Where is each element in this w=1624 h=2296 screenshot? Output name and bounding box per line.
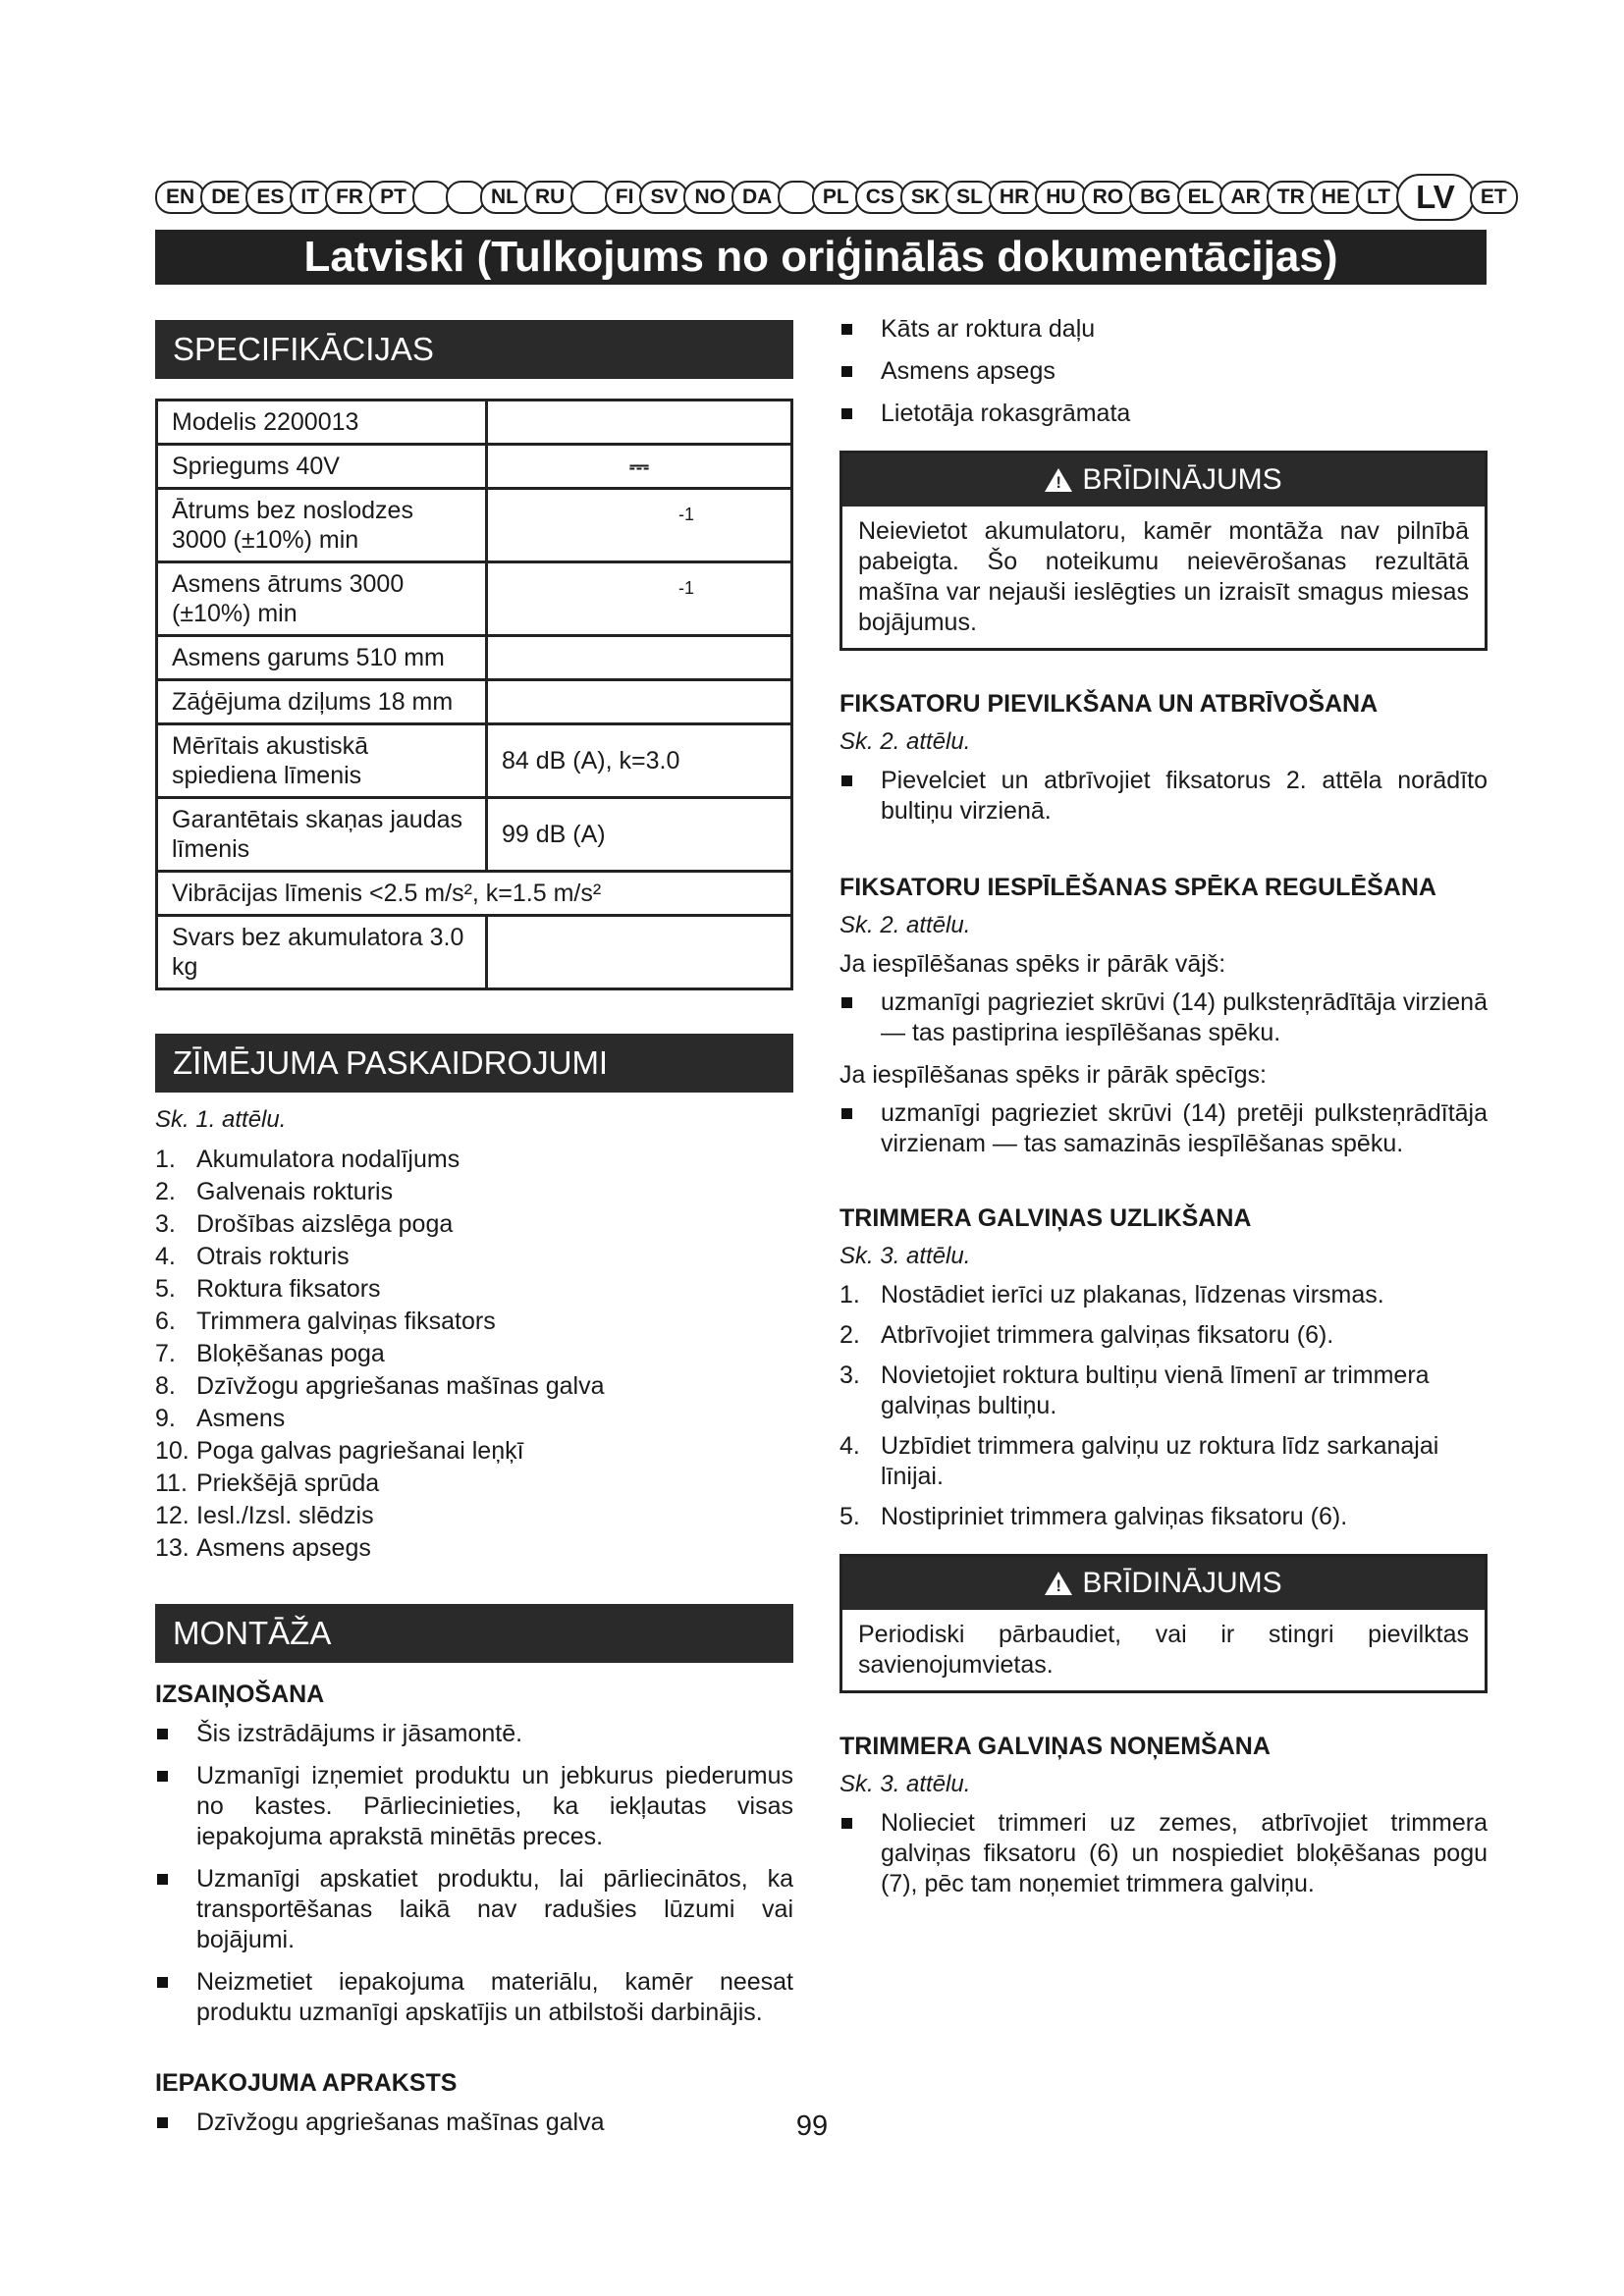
bullet-item: Pievelciet un atbrīvojiet fiksatorus 2. attēla norādīto bultiņu virzienā. [839,766,1488,827]
package-list-continued [839,314,1488,429]
legend-item: 6. Trimmera galviņas fiksators [155,1308,496,1335]
bullet-item: Nolieciet trimmeri uz zemes, atbrīvojiet trimmera galviņas fiksatoru (6) un nospiediet bloķēšanas pogu (7), pēc tam noņemiet trimmera galviņu. [839,1808,1488,1899]
step-item: 5. Nostipriniet trimmera galviņas fiksatoru (6). [839,1503,1348,1530]
spec-value [487,562,792,636]
warning-header [842,454,1485,507]
remove-head-list [839,1808,1488,1899]
step-item: 1. Nostādiet ierīci uz plakanas, līdzenas virsmas. [839,1281,1384,1308]
spec-value: 99 dB (A) [487,798,792,872]
spec-row [157,445,792,489]
language-badge: NL [480,181,529,214]
spec-heading: SPECIFIKĀCIJAS [155,320,793,379]
spec-row [157,636,792,680]
page-title: Latviski (Tulkojums no oriģinālās dokumentācijas) [155,230,1487,285]
spec-label: Zāģējuma dziļums 18 mm [157,680,487,724]
bullet-item: Asmens apsegs [839,356,1488,387]
step-item: 2. Atbrīvojiet trimmera galviņas fiksatoru (6). [839,1321,1334,1349]
locks-list [839,766,1488,827]
language-badge: PT [369,181,417,214]
bullet-item: Dzīvžogu apgriešanas mašīnas galva [155,2108,793,2138]
legend-item: 1. Akumulatora nodalījums [155,1146,460,1173]
bullet-item: Kāts ar roktura daļu [839,314,1488,345]
legend-item: 8. Dzīvžogu apgriešanas mašīnas galva [155,1372,605,1400]
legend-item: 12. Iesl./Izsl. slēdzis [155,1502,374,1529]
spec-row [157,916,792,989]
spec-row [157,562,792,636]
warning-header [842,1557,1485,1610]
warning-text: Periodiski pārbaudiet, vai ir stingri pievilktas savienojumvietas. [858,1621,1469,1679]
bullet-item: uzmanīgi pagrieziet skrūvi (14) pulksteņrādītāja virzienā — tas pastiprina iespīlēšanas spēku. [839,988,1488,1048]
legend-item: 5. Roktura fiksators [155,1275,381,1303]
bullet-item: Lietotāja rokasgrāmata [839,399,1488,429]
spec-unit-exponent: -1 [678,578,695,598]
spec-value [487,489,792,562]
bullet-item: Šis izstrādājums ir jāsamontē. [155,1719,793,1749]
section-title-tension: FIKSATORU IESPĪLĒŠANAS SPĒKA REGULĒŠANA [839,874,1436,901]
step-item: 4. Uzbīdiet trimmera galviņu uz roktura līdz sarkanajai līnijai. [839,1432,1439,1490]
spec-row [157,680,792,724]
language-badge: DA [731,181,783,214]
section-title-remove-head: TRIMMERA GALVIŅAS NOŅEMŠANA [839,1733,1271,1760]
legend-item: 9. Asmens [155,1405,286,1432]
spec-label: Svars bez akumulatora 3.0 kg [157,916,487,989]
language-badge: FR [325,181,374,214]
legend-item: 13. Asmens apsegs [155,1534,371,1562]
section-ref-remove-head: Sk. 3. attēlu. [839,1771,971,1797]
spec-label: Spriegums 40V [157,445,487,489]
tension-strong-text: Ja iespīlēšanas spēks ir pārāk spēcīgs: [839,1061,1267,1089]
legend-ref: Sk. 1. attēlu. [155,1106,287,1133]
bullet-item: Neizmetiet iepakojuma materiālu, kamēr neesat produktu uzmanīgi apskatījis un atbilstoši darbinājis. [155,1967,793,2028]
unpacking-list [155,1719,793,2028]
mount-head-steps [839,1280,1488,1532]
language-badge: DE [200,181,250,214]
legend-heading: ZĪMĒJUMA PASKAIDROJUMI [155,1034,793,1093]
language-badge: EL [1177,181,1225,214]
language-badge: BG [1129,181,1182,214]
legend-item: 4. Otrais rokturis [155,1243,350,1270]
language-badge: LT [1356,181,1401,214]
left-column [155,320,793,2150]
language-badge: AR [1219,181,1271,214]
language-bar [155,175,1507,220]
step-item: 3. Novietojiet roktura bultiņu vienā līmenī ar trimmera galviņas bultiņu. [839,1362,1430,1419]
spec-row [157,400,792,445]
assembly-heading: MONTĀŽA [155,1604,793,1663]
language-badge: FI [605,181,645,214]
language-badge: HE [1311,181,1361,214]
bullet-item: uzmanīgi pagrieziet skrūvi (14) pretēji pulksteņrādītāja virzienam — tas samazinās iespīlēšanas spēku. [839,1098,1488,1159]
language-badge [570,181,610,214]
spec-label: Vibrācijas līmenis <2.5 m/s², k=1.5 m/s² [157,872,792,916]
language-badge [778,181,817,214]
language-badge: EN [155,181,205,214]
spec-value [487,680,792,724]
spec-label: Garantētais skaņas jaudas līmenis [157,798,487,872]
language-badge: HR [989,181,1040,214]
language-badge: PL [812,181,860,214]
spec-row [157,724,792,798]
spec-label: Asmens garums 510 mm [157,636,487,680]
tension-weak-text: Ja iespīlēšanas spēks ir pārāk vājš: [839,950,1226,978]
language-badge: RO [1082,181,1135,214]
language-badge: TR [1267,181,1316,214]
language-badge: NO [683,181,736,214]
legend-list [155,1144,793,1565]
language-badge: RU [524,181,575,214]
spec-label: Asmens ātrums 3000 (±10%) min [157,562,487,636]
spec-row [157,872,792,916]
bullet-item: Uzmanīgi izņemiet produktu un jebkurus piederumus no kastes. Pārliecinieties, ka iekļautas visas iepakojuma aprakstā minētās preces. [155,1761,793,1852]
tension-weak-list [839,988,1488,1048]
section-title-mount-head: TRIMMERA GALVIŅAS UZLIKŠANA [839,1204,1252,1232]
spec-value: ⎓ [487,445,792,489]
language-badge: ES [245,181,295,214]
spec-table [155,399,793,990]
language-badge: SL [946,181,994,214]
warning-box-joints [839,1554,1488,1693]
spec-value [487,636,792,680]
warning-title: BRĪDINĀJUMS [1082,463,1282,496]
language-badge: SK [900,181,950,214]
spec-label: Modelis 2200013 [157,400,487,445]
language-badge: IT [290,181,330,214]
language-badge: HU [1035,181,1086,214]
spec-label: Mērītais akustiskā spiediena līmenis [157,724,487,798]
unpacking-title: IZSAIŅOŠANA [155,1681,325,1708]
warning-triangle-icon: ! [1045,468,1072,492]
spec-label: Ātrums bez noslodzes 3000 (±10%) min [157,489,487,562]
legend-item: 11. Priekšējā sprūda [155,1469,380,1497]
language-badge: ET [1470,181,1518,214]
spec-unit-exponent: -1 [678,505,695,524]
tension-strong-list [839,1098,1488,1159]
warning-box-assembly [839,451,1488,651]
spec-value: 84 dB (A), k=3.0 [487,724,792,798]
package-title: IEPAKOJUMA APRAKSTS [155,2069,458,2097]
warning-text: Neievietot akumulatoru, kamēr montāža nav pilnībā pabeigta. Šo noteikumu neievērošanas rezultātā mašīna var nejauši ieslēgties un izraisīt smagus miesas bojājumus. [858,517,1469,636]
warning-title: BRĪDINĀJUMS [1082,1567,1282,1599]
legend-item: 7. Bloķēšanas poga [155,1340,385,1367]
legend-item: 3. Drošības aizslēga poga [155,1210,454,1238]
page-number: 99 [795,2110,829,2142]
spec-value [487,400,792,445]
right-column [839,315,1488,1911]
legend-item: 10. Poga galvas pagriešanai leņķī [155,1437,524,1465]
language-badge: LV [1396,174,1475,221]
legend-item: 2. Galvenais rokturis [155,1178,394,1205]
warning-triangle-icon: ! [1045,1572,1072,1595]
language-badge: SV [639,181,688,214]
language-badge: CS [855,181,905,214]
section-title-locks: FIKSATORU PIEVILKŠANA UN ATBRĪVOŠANA [839,690,1379,718]
section-ref-locks: Sk. 2. attēlu. [839,728,971,755]
spec-row [157,489,792,562]
spec-value [487,916,792,989]
bullet-item: Uzmanīgi apskatiet produktu, lai pārliecinātos, ka transportēšanas laikā nav radušies lūzumi vai bojājumi. [155,1864,793,1955]
section-ref-tension: Sk. 2. attēlu. [839,912,971,938]
section-ref-mount-head: Sk. 3. attēlu. [839,1243,971,1269]
spec-row [157,798,792,872]
